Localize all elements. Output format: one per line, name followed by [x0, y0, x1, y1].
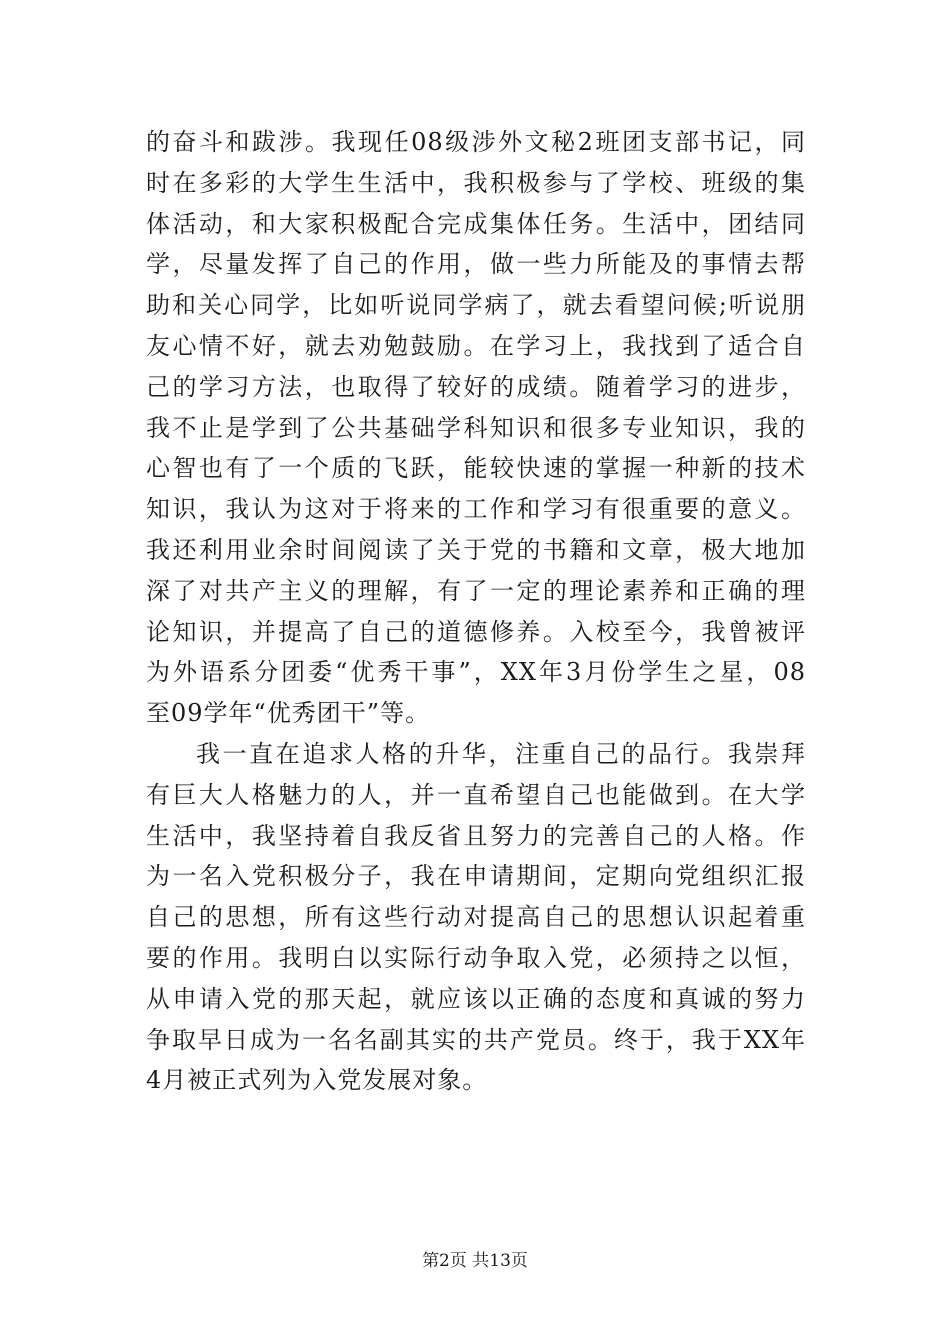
text-line: 体活动，和大家积极配合完成集体任务。生活中，团结同 [146, 209, 806, 238]
text-line: 有巨大人格魅力的人，并一直希望自己也能做到。在大学 [146, 780, 806, 809]
paragraph-first-line: 我一直在追求人格的升华，注重自己的品行。我崇拜 [196, 739, 806, 768]
text-line: 知识，我认为这对于将来的工作和学习有很重要的意义。 [146, 495, 806, 524]
text-line: 深了对共产主义的理解，有了一定的理论素养和正确的理 [146, 576, 806, 605]
paragraph-end-line: 至09学年“优秀团干”等。 [146, 699, 431, 728]
text-line: 论知识，并提高了自己的道德修养。入校至今，我曾被评 [146, 617, 806, 646]
text-line: 助和关心同学，比如听说同学病了，就去看望问候;听说朋 [146, 291, 806, 320]
text-line: 学，尽量发挥了自己的作用，做一些力所能及的事情去帮 [146, 250, 806, 279]
text-line: 己的学习方法，也取得了较好的成绩。随着学习的进步， [146, 372, 806, 401]
text-line: 时在多彩的大学生生活中，我积极参与了学校、班级的集 [146, 168, 806, 197]
text-line: 的奋斗和跋涉。我现任08级涉外文秘2班团支部书记，同 [146, 128, 806, 156]
text-line: 我还利用业余时间阅读了关于党的书籍和文章，极大地加 [146, 535, 806, 564]
text-line: 要的作用。我明白以实际行动争取入党，必须持之以恒， [146, 943, 806, 972]
text-line: 我不止是学到了公共基础学科知识和很多专业知识，我的 [146, 413, 806, 442]
body-text [146, 122, 806, 1101]
page-number-footer: 第2页 共13页 [422, 1251, 528, 1271]
text-line: 争取早日成为一名名副其实的共产党员。终于，我于XX年 [146, 1025, 806, 1054]
text-line: 生活中，我坚持着自我反省且努力的完善自己的人格。作 [146, 821, 806, 850]
paragraph-end-line: 4月被正式列为入党发展对象。 [146, 1066, 488, 1095]
text-line: 自己的思想，所有这些行动对提高自己的思想认识起着重 [146, 903, 806, 932]
text-line: 为一名入党积极分子，我在申请期间，定期向党组织汇报 [146, 862, 806, 891]
text-line: 为外语系分团委“优秀干事”，XX年3月份学生之星，08 [146, 658, 806, 687]
text-line: 从申请入党的那天起，就应该以正确的态度和真诚的努力 [146, 984, 806, 1013]
text-line: 友心情不好，就去劝勉鼓励。在学习上，我找到了适合自 [146, 331, 806, 360]
text-line: 心智也有了一个质的飞跃，能较快速的掌握一种新的技术 [146, 454, 806, 483]
